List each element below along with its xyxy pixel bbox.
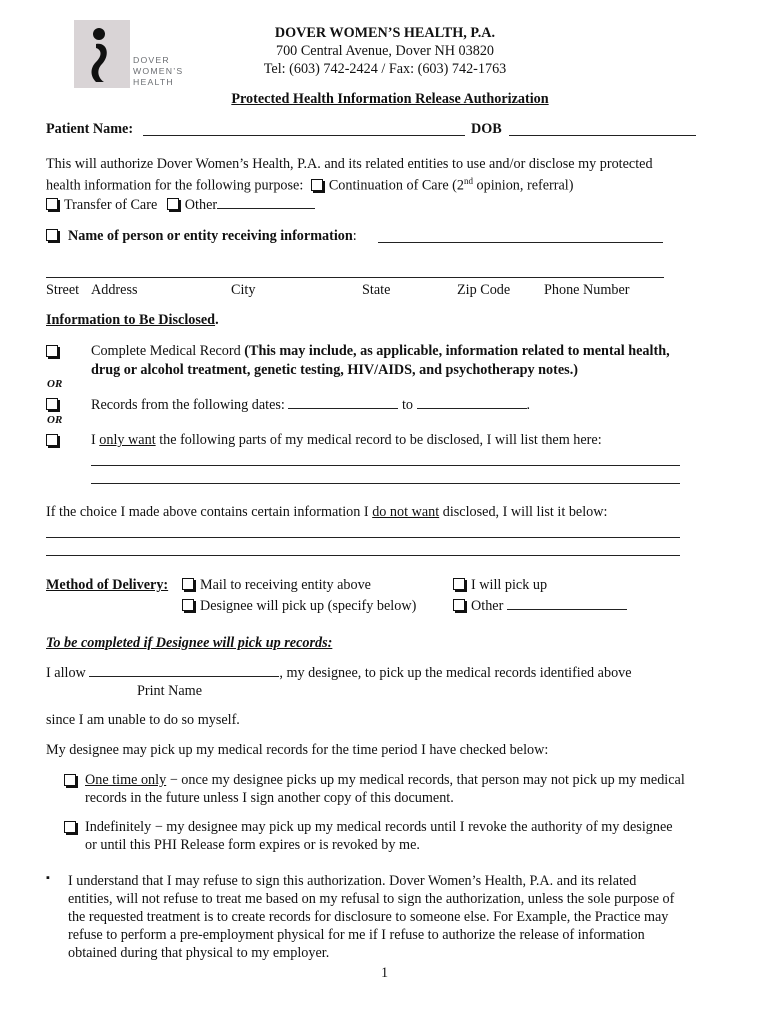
specific-parts-field-1[interactable] (91, 465, 680, 466)
purpose-line-1: This will authorize Dover Women’s Health, P.A. and its related entities to use and/or disclose my protected (46, 156, 653, 172)
mail-checkbox[interactable] (182, 578, 194, 590)
purpose-prefix: health information for the following purpose: (46, 177, 304, 194)
disclosure-heading-text: Information to Be Disclosed (46, 312, 216, 328)
recipient-address-field[interactable] (46, 277, 664, 278)
disclosure-heading (46, 312, 219, 329)
delivery-label: Method of Delivery: (46, 577, 169, 593)
delivery-self-option (453, 577, 547, 594)
refusal-bullet: ▪ (46, 872, 50, 884)
delivery-other-checkbox[interactable] (453, 599, 465, 611)
or-separator-1: OR (47, 378, 63, 390)
phone-label: Phone Number (544, 282, 630, 298)
delivery-designee-option (182, 598, 416, 615)
delivery-other-field[interactable] (507, 609, 627, 610)
one-time-u: One time only (85, 772, 167, 788)
recipient-name-field[interactable] (378, 242, 663, 243)
patient-name-field[interactable] (143, 135, 465, 136)
other-purpose-checkbox[interactable] (167, 198, 179, 210)
one-time-line-1 (85, 772, 685, 789)
form-title: Protected Health Information Release Authorization (231, 91, 549, 107)
transfer-label: Transfer of Care (64, 197, 158, 213)
continuation-sup: nd (464, 176, 473, 186)
other-purpose-label: Other (184, 197, 218, 213)
complete-record-checkbox[interactable] (46, 345, 58, 357)
designee-name-field[interactable] (89, 676, 279, 677)
practice-name: DOVER WOMEN’S HEALTH, P.A. (274, 25, 496, 41)
date-to-label: to (401, 397, 413, 413)
complete-record-line-1 (91, 343, 670, 360)
date-from-field[interactable] (288, 408, 398, 409)
street-label: Street (46, 282, 80, 298)
date-to-field[interactable] (417, 408, 527, 409)
specific-parts-field-2[interactable] (91, 483, 680, 484)
refusal-line-1: I understand that I may refuse to sign this authorization. Dover Women’s Health, P.A. and its related (68, 873, 637, 889)
logo-text-line3: HEALTH (133, 77, 174, 87)
designee-allow-row (46, 665, 632, 682)
self-pickup-checkbox[interactable] (453, 578, 465, 590)
refusal-line-5: obtained during that physical to my employer. (68, 945, 330, 961)
logo-text-line1: DOVER (133, 55, 170, 65)
practice-phone: Tel: (603) 742-2424 / Fax: (603) 742-1763 (263, 61, 507, 77)
indefinitely-line-2: or until this PHI Release form expires or is revoked by me. (85, 837, 420, 853)
indefinitely-line-1: Indefinitely − my designee may pick up my medical records until I revoke the authority of my designee (85, 819, 673, 835)
address-label: Address (91, 282, 138, 298)
city-label: City (231, 282, 256, 298)
date-range-dot: . (526, 397, 531, 413)
or-separator-2: OR (47, 414, 63, 426)
designee-label: Designee will pick up (specify below) (200, 598, 417, 614)
one-time-checkbox[interactable] (64, 774, 76, 786)
continuation-label-a: Continuation of Care (2 (328, 177, 464, 194)
period-intro: My designee may pick up my medical records for the time period I have checked below: (46, 742, 549, 758)
practice-address: 700 Central Avenue, Dover NH 03820 (275, 43, 495, 59)
delivery-other-label: Other (471, 598, 504, 614)
indefinitely-checkbox[interactable] (64, 821, 76, 833)
purpose-line-2 (46, 176, 573, 195)
one-time-line-2: records in the future unless I sign another copy of this document. (85, 790, 454, 806)
print-name-caption: Print Name (137, 683, 203, 699)
continuation-label-b: opinion, referral) (473, 177, 574, 194)
date-range-checkbox[interactable] (46, 398, 58, 410)
specific-parts-checkbox[interactable] (46, 434, 58, 446)
designee-checkbox[interactable] (182, 599, 194, 611)
exclusion-a: If the choice I made above contains certain information I (46, 504, 373, 520)
allow-b: , my designee, to pick up the medical records identified above (279, 665, 632, 681)
other-purpose-field[interactable] (217, 208, 315, 209)
complete-record-label: Complete Medical Record (91, 343, 245, 359)
state-label: State (362, 282, 391, 298)
refusal-line-4: refuse to perform a pre-employment physical for me if I refuse to authorize the release of information (68, 927, 645, 943)
page-number: 1 (381, 965, 389, 981)
date-range-row (91, 397, 530, 414)
refusal-line-3: the requested treatment is to create records for disclosure to someone else. For Example, the Practice may (68, 909, 669, 925)
dob-field[interactable] (509, 135, 696, 136)
since-line: since I am unable to do so myself. (46, 712, 240, 728)
exclusion-field-1[interactable] (46, 537, 680, 538)
specific-parts-u: only want (99, 432, 156, 448)
exclusion-field-2[interactable] (46, 555, 680, 556)
complete-record-note-b: drug or alcohol treatment, genetic testing, HIV/AIDS, and psychotherapy notes.) (91, 362, 578, 378)
one-time-a: − once my designee picks up my medical records, that person may not pick up my medical (166, 772, 685, 788)
exclusion-b: disclosed, I will list it below: (439, 504, 608, 520)
recipient-colon: : (352, 228, 357, 244)
recipient-label: Name of person or entity receiving information (68, 228, 353, 244)
transfer-of-care-checkbox[interactable] (46, 198, 58, 210)
recipient-row (46, 228, 357, 245)
continuation-of-care-checkbox[interactable] (311, 179, 323, 191)
logo-text-line2: WOMEN’S (133, 66, 184, 76)
zip-label: Zip Code (457, 282, 511, 298)
self-pickup-label: I will pick up (471, 577, 548, 593)
refusal-line-2: entities, will not refuse to treat me based on my refusal to sign the authorization, unless the sole purpose of (68, 891, 675, 907)
delivery-mail-option (182, 577, 371, 594)
date-range-label: Records from the following dates: (91, 397, 285, 413)
specific-parts-b: the following parts of my medical record to be disclosed, I will list them here: (155, 432, 602, 448)
recipient-checkbox[interactable] (46, 229, 58, 241)
delivery-other-option (453, 598, 627, 615)
patient-name-label: Patient Name: (46, 121, 134, 137)
disclosure-heading-dot: . (215, 312, 219, 328)
specific-parts-a: I (91, 432, 100, 448)
allow-a: I allow (46, 665, 86, 681)
purpose-line-3 (46, 197, 315, 214)
specific-parts-row (91, 432, 602, 449)
exclusion-u: do not want (372, 504, 440, 520)
mail-label: Mail to receiving entity above (200, 577, 371, 593)
dob-label: DOB (471, 121, 502, 137)
exclusion-row (46, 504, 607, 521)
complete-record-note-a: (This may include, as applicable, information related to mental health, (244, 343, 670, 359)
designee-heading: To be completed if Designee will pick up records: (46, 635, 333, 651)
